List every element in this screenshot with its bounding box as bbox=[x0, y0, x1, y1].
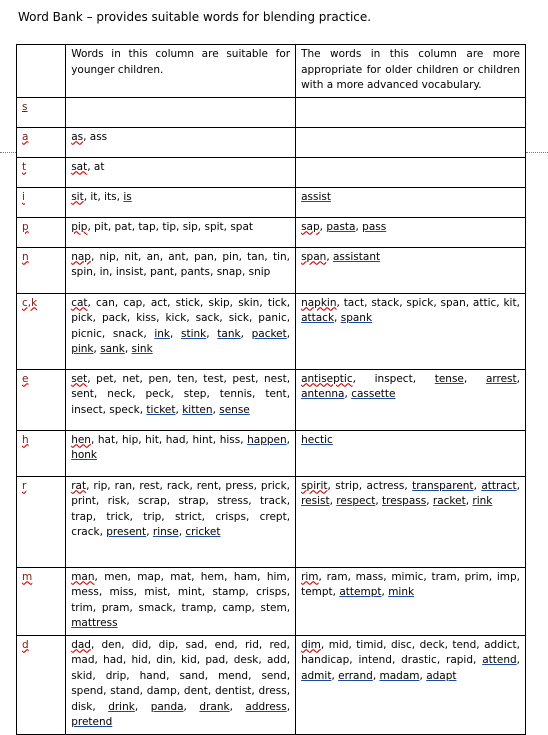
word: end bbox=[214, 638, 235, 651]
word: tempt bbox=[301, 586, 333, 598]
younger-words-cell bbox=[66, 97, 296, 127]
word: red bbox=[269, 638, 287, 651]
word: rat bbox=[71, 479, 87, 492]
word: stem bbox=[260, 601, 287, 614]
word-row bbox=[17, 247, 526, 293]
word: insect bbox=[71, 403, 103, 416]
word: strict bbox=[174, 510, 202, 523]
word: speck bbox=[109, 403, 140, 416]
grapheme-label: c,k bbox=[22, 296, 38, 309]
letter-cell bbox=[17, 567, 66, 635]
older-words-cell bbox=[296, 430, 526, 476]
word: it bbox=[90, 190, 98, 203]
word: desk bbox=[233, 654, 259, 666]
older-words-cell: napkin, tact, stack, spick, span, attic, kit, attack, spank bbox=[296, 293, 526, 369]
word: skid bbox=[71, 669, 93, 682]
word: ink bbox=[154, 327, 170, 340]
word: damp bbox=[146, 685, 177, 697]
grapheme-label: n bbox=[22, 250, 29, 263]
word-row bbox=[17, 97, 526, 127]
grapheme-label: d bbox=[22, 638, 29, 651]
word: pad bbox=[205, 654, 226, 666]
word: kid bbox=[181, 654, 197, 666]
word: ten bbox=[177, 372, 195, 385]
word: crisps bbox=[215, 510, 246, 523]
word: sick bbox=[228, 312, 249, 324]
word: pants bbox=[180, 266, 211, 278]
word: stack bbox=[371, 296, 400, 309]
word: tick bbox=[267, 296, 287, 309]
older-words-cell: rim, ram, mass, mimic, tram, prim, imp, tempt, attempt, mink bbox=[296, 567, 526, 635]
word: tense bbox=[434, 372, 464, 385]
word: antiseptic bbox=[301, 372, 353, 385]
word: men bbox=[104, 570, 128, 583]
word: rip bbox=[93, 479, 108, 492]
letter-cell bbox=[17, 97, 66, 127]
word: is bbox=[123, 190, 132, 203]
word: tan bbox=[247, 250, 265, 263]
word: pin bbox=[222, 250, 239, 263]
word: pasta bbox=[326, 220, 356, 233]
word: disc bbox=[390, 638, 412, 651]
word: had bbox=[165, 433, 186, 446]
word: panda bbox=[150, 700, 184, 713]
word-row bbox=[17, 187, 526, 217]
word: trick bbox=[106, 510, 130, 523]
letter-cell bbox=[17, 187, 66, 217]
grapheme-label: m bbox=[22, 570, 33, 583]
word: stick bbox=[175, 296, 201, 309]
older-words-cell: sap, pasta, pass bbox=[296, 217, 526, 247]
word: ran bbox=[114, 479, 133, 492]
word: hid bbox=[131, 654, 148, 666]
word: pant bbox=[150, 266, 174, 278]
word: span bbox=[301, 250, 327, 263]
word: hectic bbox=[301, 433, 333, 446]
word: sent bbox=[71, 388, 94, 400]
word: honk bbox=[71, 449, 98, 461]
word: sand bbox=[179, 669, 205, 682]
word: act bbox=[150, 296, 168, 309]
word: hand bbox=[139, 669, 167, 682]
word-row bbox=[17, 635, 526, 734]
word-row bbox=[17, 430, 526, 476]
older-words-cell bbox=[296, 97, 526, 127]
word: drastic bbox=[401, 654, 437, 666]
word: stamp bbox=[212, 586, 246, 598]
word: spit bbox=[204, 220, 224, 233]
word: trap bbox=[71, 510, 93, 523]
younger-words-cell: pip, pit, pat, tap, tip, sip, spit, spat bbox=[66, 217, 296, 247]
word: pick bbox=[71, 312, 93, 324]
older-words-cell: dim, mid, timid, disc, deck, tend, addict, handicap, intend, drastic, rapid, attend, admit, errand, madam, adapt bbox=[296, 635, 526, 734]
word: pink bbox=[71, 343, 94, 355]
word: disk bbox=[71, 700, 93, 713]
word: mess bbox=[71, 586, 99, 598]
word: tennis bbox=[219, 388, 253, 400]
word-row bbox=[17, 567, 526, 635]
word: spick bbox=[406, 296, 434, 309]
word: scrap bbox=[138, 495, 167, 507]
word: pack bbox=[101, 312, 127, 324]
word: nit bbox=[124, 250, 139, 263]
word: attract bbox=[481, 479, 517, 492]
grapheme-label: s bbox=[22, 100, 28, 113]
header-letter-cell bbox=[17, 45, 66, 98]
word-row bbox=[17, 476, 526, 567]
word: miss bbox=[109, 586, 134, 598]
word-row bbox=[17, 217, 526, 247]
word: trim bbox=[71, 601, 93, 614]
younger-words-cell: dad, den, did, dip, sad, end, rid, red, mad, had, hid, din, kid, pad, desk, add, skid, drip, hand, sand, mend, send, spend, stand, damp, dent, dentist, dress, disk, drink, panda, drank, address, pretend bbox=[66, 635, 296, 734]
word: actress bbox=[366, 479, 405, 492]
word: rid bbox=[244, 638, 259, 651]
word: errand bbox=[338, 669, 373, 682]
word: attic bbox=[472, 296, 497, 309]
grapheme-label: i bbox=[22, 190, 25, 203]
older-words-cell bbox=[296, 187, 526, 217]
letter-cell bbox=[17, 635, 66, 734]
word: test bbox=[203, 372, 224, 385]
word: respect bbox=[336, 495, 376, 507]
word: mattress bbox=[71, 617, 118, 629]
word: inspect bbox=[374, 372, 413, 385]
word: trip bbox=[143, 510, 162, 523]
word: step bbox=[183, 388, 207, 400]
word: him bbox=[266, 570, 287, 583]
word: did bbox=[131, 638, 149, 651]
older-words-cell bbox=[296, 157, 526, 187]
younger-words-cell: sit, it, its, is bbox=[66, 187, 296, 217]
word: sink bbox=[131, 343, 153, 355]
word: arrest bbox=[485, 372, 517, 385]
word: trespass bbox=[382, 495, 427, 507]
word: mimic bbox=[391, 570, 424, 583]
word: in bbox=[99, 266, 110, 278]
word: spat bbox=[230, 220, 254, 233]
page-break-marker-left bbox=[0, 152, 16, 153]
word: deck bbox=[419, 638, 445, 651]
word: spirit bbox=[301, 479, 328, 492]
word: mint bbox=[177, 586, 202, 598]
word: net bbox=[122, 372, 140, 385]
word: nap bbox=[71, 250, 91, 263]
word: mend bbox=[218, 669, 249, 682]
older-words-cell: spirit, strip, actress, transparent, attract, resist, respect, trespass, racket, rink bbox=[296, 476, 526, 567]
word: strap bbox=[178, 495, 206, 507]
word: hit bbox=[145, 433, 159, 446]
word: drink bbox=[108, 700, 135, 713]
word: hen bbox=[71, 433, 91, 446]
word: din bbox=[156, 654, 173, 666]
letter-cell bbox=[17, 217, 66, 247]
word: tend bbox=[452, 638, 477, 651]
word-row bbox=[17, 369, 526, 430]
word-row bbox=[17, 293, 526, 369]
word: pram bbox=[101, 601, 130, 614]
word: crisps bbox=[256, 586, 287, 598]
word: press bbox=[225, 479, 254, 492]
word: kiss bbox=[136, 312, 157, 324]
header-row bbox=[17, 45, 526, 98]
word: mink bbox=[388, 586, 415, 598]
word: ham bbox=[233, 570, 258, 583]
word: insist bbox=[115, 266, 144, 278]
word: ant bbox=[168, 250, 186, 263]
word: spank bbox=[340, 312, 373, 324]
word: track bbox=[260, 495, 287, 507]
word: den bbox=[101, 638, 122, 651]
word: stink bbox=[181, 327, 207, 340]
page-title: Word Bank – provides suitable words for blending practice. bbox=[18, 10, 372, 24]
older-words-cell: antiseptic, inspect, tense, arrest, antenna, cassette bbox=[296, 369, 526, 430]
letter-cell bbox=[17, 157, 66, 187]
grapheme-label: r bbox=[22, 479, 27, 492]
word: add bbox=[266, 654, 287, 666]
word: assist bbox=[301, 190, 331, 203]
word: mad bbox=[71, 654, 95, 666]
word: sense bbox=[219, 403, 250, 416]
younger-words-cell: as, ass bbox=[66, 127, 296, 157]
word: rapid bbox=[446, 654, 474, 666]
word: send bbox=[261, 669, 287, 682]
word: ram bbox=[326, 570, 348, 583]
word: tent bbox=[265, 388, 287, 400]
word: ticket bbox=[146, 403, 176, 416]
word: cap bbox=[123, 296, 143, 309]
letter-cell bbox=[17, 293, 66, 369]
word: peck bbox=[145, 388, 171, 400]
word: drip bbox=[105, 669, 127, 682]
word: kitten bbox=[182, 403, 213, 416]
word: an bbox=[146, 250, 160, 263]
word: pen bbox=[148, 372, 169, 385]
word: picnic bbox=[71, 327, 102, 340]
word: map bbox=[137, 570, 161, 583]
younger-words-cell: man, men, map, mat, hem, ham, him, mess, miss, mist, mint, stamp, crisps, trim, pram, smack, tramp, camp, stem, mattress bbox=[66, 567, 296, 635]
word: pest bbox=[232, 372, 256, 385]
word: imp bbox=[496, 570, 517, 583]
word: mist bbox=[144, 586, 168, 598]
word: nip bbox=[99, 250, 116, 263]
word: rack bbox=[166, 479, 190, 492]
word: stand bbox=[110, 685, 140, 697]
word: hem bbox=[200, 570, 225, 583]
word: napkin bbox=[301, 296, 337, 309]
word: pit bbox=[94, 220, 108, 233]
grapheme-label: e bbox=[22, 372, 29, 385]
word: attack bbox=[301, 312, 335, 324]
grapheme-label: p bbox=[22, 220, 29, 233]
word: pet bbox=[96, 372, 114, 385]
word: dent bbox=[183, 685, 208, 697]
word: dentist bbox=[214, 685, 252, 697]
word-bank-table bbox=[16, 44, 526, 735]
word: cricket bbox=[185, 526, 221, 538]
word: dip bbox=[158, 638, 175, 651]
word: prim bbox=[464, 570, 489, 583]
letter-cell bbox=[17, 127, 66, 157]
letter-cell bbox=[17, 476, 66, 567]
word: assistant bbox=[333, 250, 381, 263]
word: snack bbox=[112, 327, 144, 340]
word: crept bbox=[259, 510, 287, 523]
word: crack bbox=[71, 526, 100, 538]
word: rent bbox=[196, 479, 219, 492]
word: cassette bbox=[351, 388, 396, 400]
word: kit bbox=[503, 296, 517, 309]
word: hiss bbox=[219, 433, 241, 446]
word: spend bbox=[71, 685, 104, 697]
word: sad bbox=[185, 638, 205, 651]
header-younger-cell: Words in this column are suitable for younger children. bbox=[66, 45, 296, 98]
word: resist bbox=[301, 495, 330, 507]
word: dress bbox=[258, 685, 287, 697]
word: rim bbox=[301, 570, 319, 583]
word: tram bbox=[431, 570, 457, 583]
word: snap bbox=[216, 266, 242, 278]
word: mid bbox=[328, 638, 349, 651]
word: prick bbox=[260, 479, 287, 492]
word: print bbox=[71, 495, 96, 507]
word: skin bbox=[238, 296, 260, 309]
header-older-cell: The words in this column are more appropriate for older children or children with a more advanced vocabulary. bbox=[296, 45, 526, 98]
word: pat bbox=[114, 220, 132, 233]
word: sank bbox=[100, 343, 125, 355]
word: attempt bbox=[339, 586, 382, 598]
word: ass bbox=[89, 130, 108, 143]
word: rink bbox=[472, 495, 493, 507]
word: hint bbox=[192, 433, 213, 446]
page-break-marker-right bbox=[526, 152, 548, 153]
word: set bbox=[71, 372, 88, 385]
word: rest bbox=[139, 479, 160, 492]
letter-cell bbox=[17, 247, 66, 293]
younger-words-cell: sat, at bbox=[66, 157, 296, 187]
word: sack bbox=[195, 312, 220, 324]
word: sat bbox=[71, 160, 88, 173]
word: rinse bbox=[152, 526, 179, 538]
word: handicap bbox=[301, 654, 350, 666]
word: tin bbox=[272, 250, 287, 263]
grapheme-label: a bbox=[22, 130, 29, 143]
word: sip bbox=[182, 220, 198, 233]
word: cat bbox=[71, 296, 88, 309]
word: had bbox=[103, 654, 123, 666]
word: pan bbox=[194, 250, 214, 263]
word: mass bbox=[355, 570, 384, 583]
word: dad bbox=[71, 638, 91, 651]
word: panic bbox=[258, 312, 287, 324]
word: snip bbox=[248, 266, 271, 278]
word: attend bbox=[482, 654, 517, 666]
word: drank bbox=[199, 700, 230, 713]
word: camp bbox=[222, 601, 252, 614]
word: can bbox=[96, 296, 115, 309]
younger-words-cell: rat, rip, ran, rest, rack, rent, press, prick, print, risk, scrap, strap, stress, track, trap, trick, trip, strict, crisps, crept, crack, present, rinse, cricket bbox=[66, 476, 296, 567]
word: pass bbox=[362, 220, 387, 233]
word: dim bbox=[301, 638, 321, 651]
word: risk bbox=[107, 495, 127, 507]
word: addict bbox=[484, 638, 517, 651]
word: nest bbox=[263, 372, 287, 385]
older-words-cell bbox=[296, 127, 526, 157]
letter-cell bbox=[17, 369, 66, 430]
word: skip bbox=[208, 296, 230, 309]
younger-words-cell: cat, can, cap, act, stick, skip, skin, tick, pick, pack, kiss, kick, sack, sick, panic, picnic, snack, ink, stink, tank, packet, pink, sank, sink bbox=[66, 293, 296, 369]
word: span bbox=[440, 296, 466, 309]
word-row bbox=[17, 127, 526, 157]
word: pip bbox=[71, 220, 88, 233]
word: admit bbox=[301, 669, 332, 682]
word: transparent bbox=[412, 479, 474, 492]
grapheme-label: t bbox=[22, 160, 27, 173]
word: madam bbox=[379, 669, 420, 682]
word: packet bbox=[251, 327, 287, 340]
word: sit bbox=[71, 190, 84, 203]
word: sap bbox=[301, 220, 320, 233]
word: tip bbox=[162, 220, 177, 233]
word: timid bbox=[356, 638, 384, 651]
younger-words-cell: hen, hat, hip, hit, had, hint, hiss, happen, honk bbox=[66, 430, 296, 476]
word: tramp bbox=[181, 601, 214, 614]
word-row bbox=[17, 157, 526, 187]
word: hip bbox=[122, 433, 139, 446]
word: adapt bbox=[426, 669, 457, 682]
younger-words-cell: nap, nip, nit, an, ant, pan, pin, tan, tin, spin, in, insist, pant, pants, snap, snip bbox=[66, 247, 296, 293]
word: as bbox=[71, 130, 84, 143]
word: kick bbox=[165, 312, 187, 324]
word-bank-body bbox=[17, 45, 526, 735]
word: strip bbox=[335, 479, 359, 492]
word: intend bbox=[358, 654, 392, 666]
word: spin bbox=[71, 266, 93, 278]
letter-cell bbox=[17, 430, 66, 476]
older-words-cell: span, assistant bbox=[296, 247, 526, 293]
word: address bbox=[245, 700, 287, 713]
word: its bbox=[104, 190, 117, 203]
word: stress bbox=[217, 495, 249, 507]
word: tact bbox=[343, 296, 365, 309]
word: mat bbox=[170, 570, 192, 583]
word: at bbox=[93, 160, 105, 173]
younger-words-cell: set, pet, net, pen, ten, test, pest, nest, sent, neck, peck, step, tennis, tent, insect, speck, ticket, kitten, sense bbox=[66, 369, 296, 430]
word: tap bbox=[138, 220, 156, 233]
grapheme-label: h bbox=[22, 433, 29, 446]
word: neck bbox=[107, 388, 133, 400]
word: pretend bbox=[71, 716, 113, 728]
word: tank bbox=[217, 327, 241, 340]
word: hat bbox=[97, 433, 116, 446]
word: racket bbox=[432, 495, 466, 507]
word: antenna bbox=[301, 388, 345, 400]
word: smack bbox=[138, 601, 173, 614]
word: happen bbox=[247, 433, 287, 446]
word: man bbox=[71, 570, 95, 583]
word: present bbox=[106, 526, 147, 538]
